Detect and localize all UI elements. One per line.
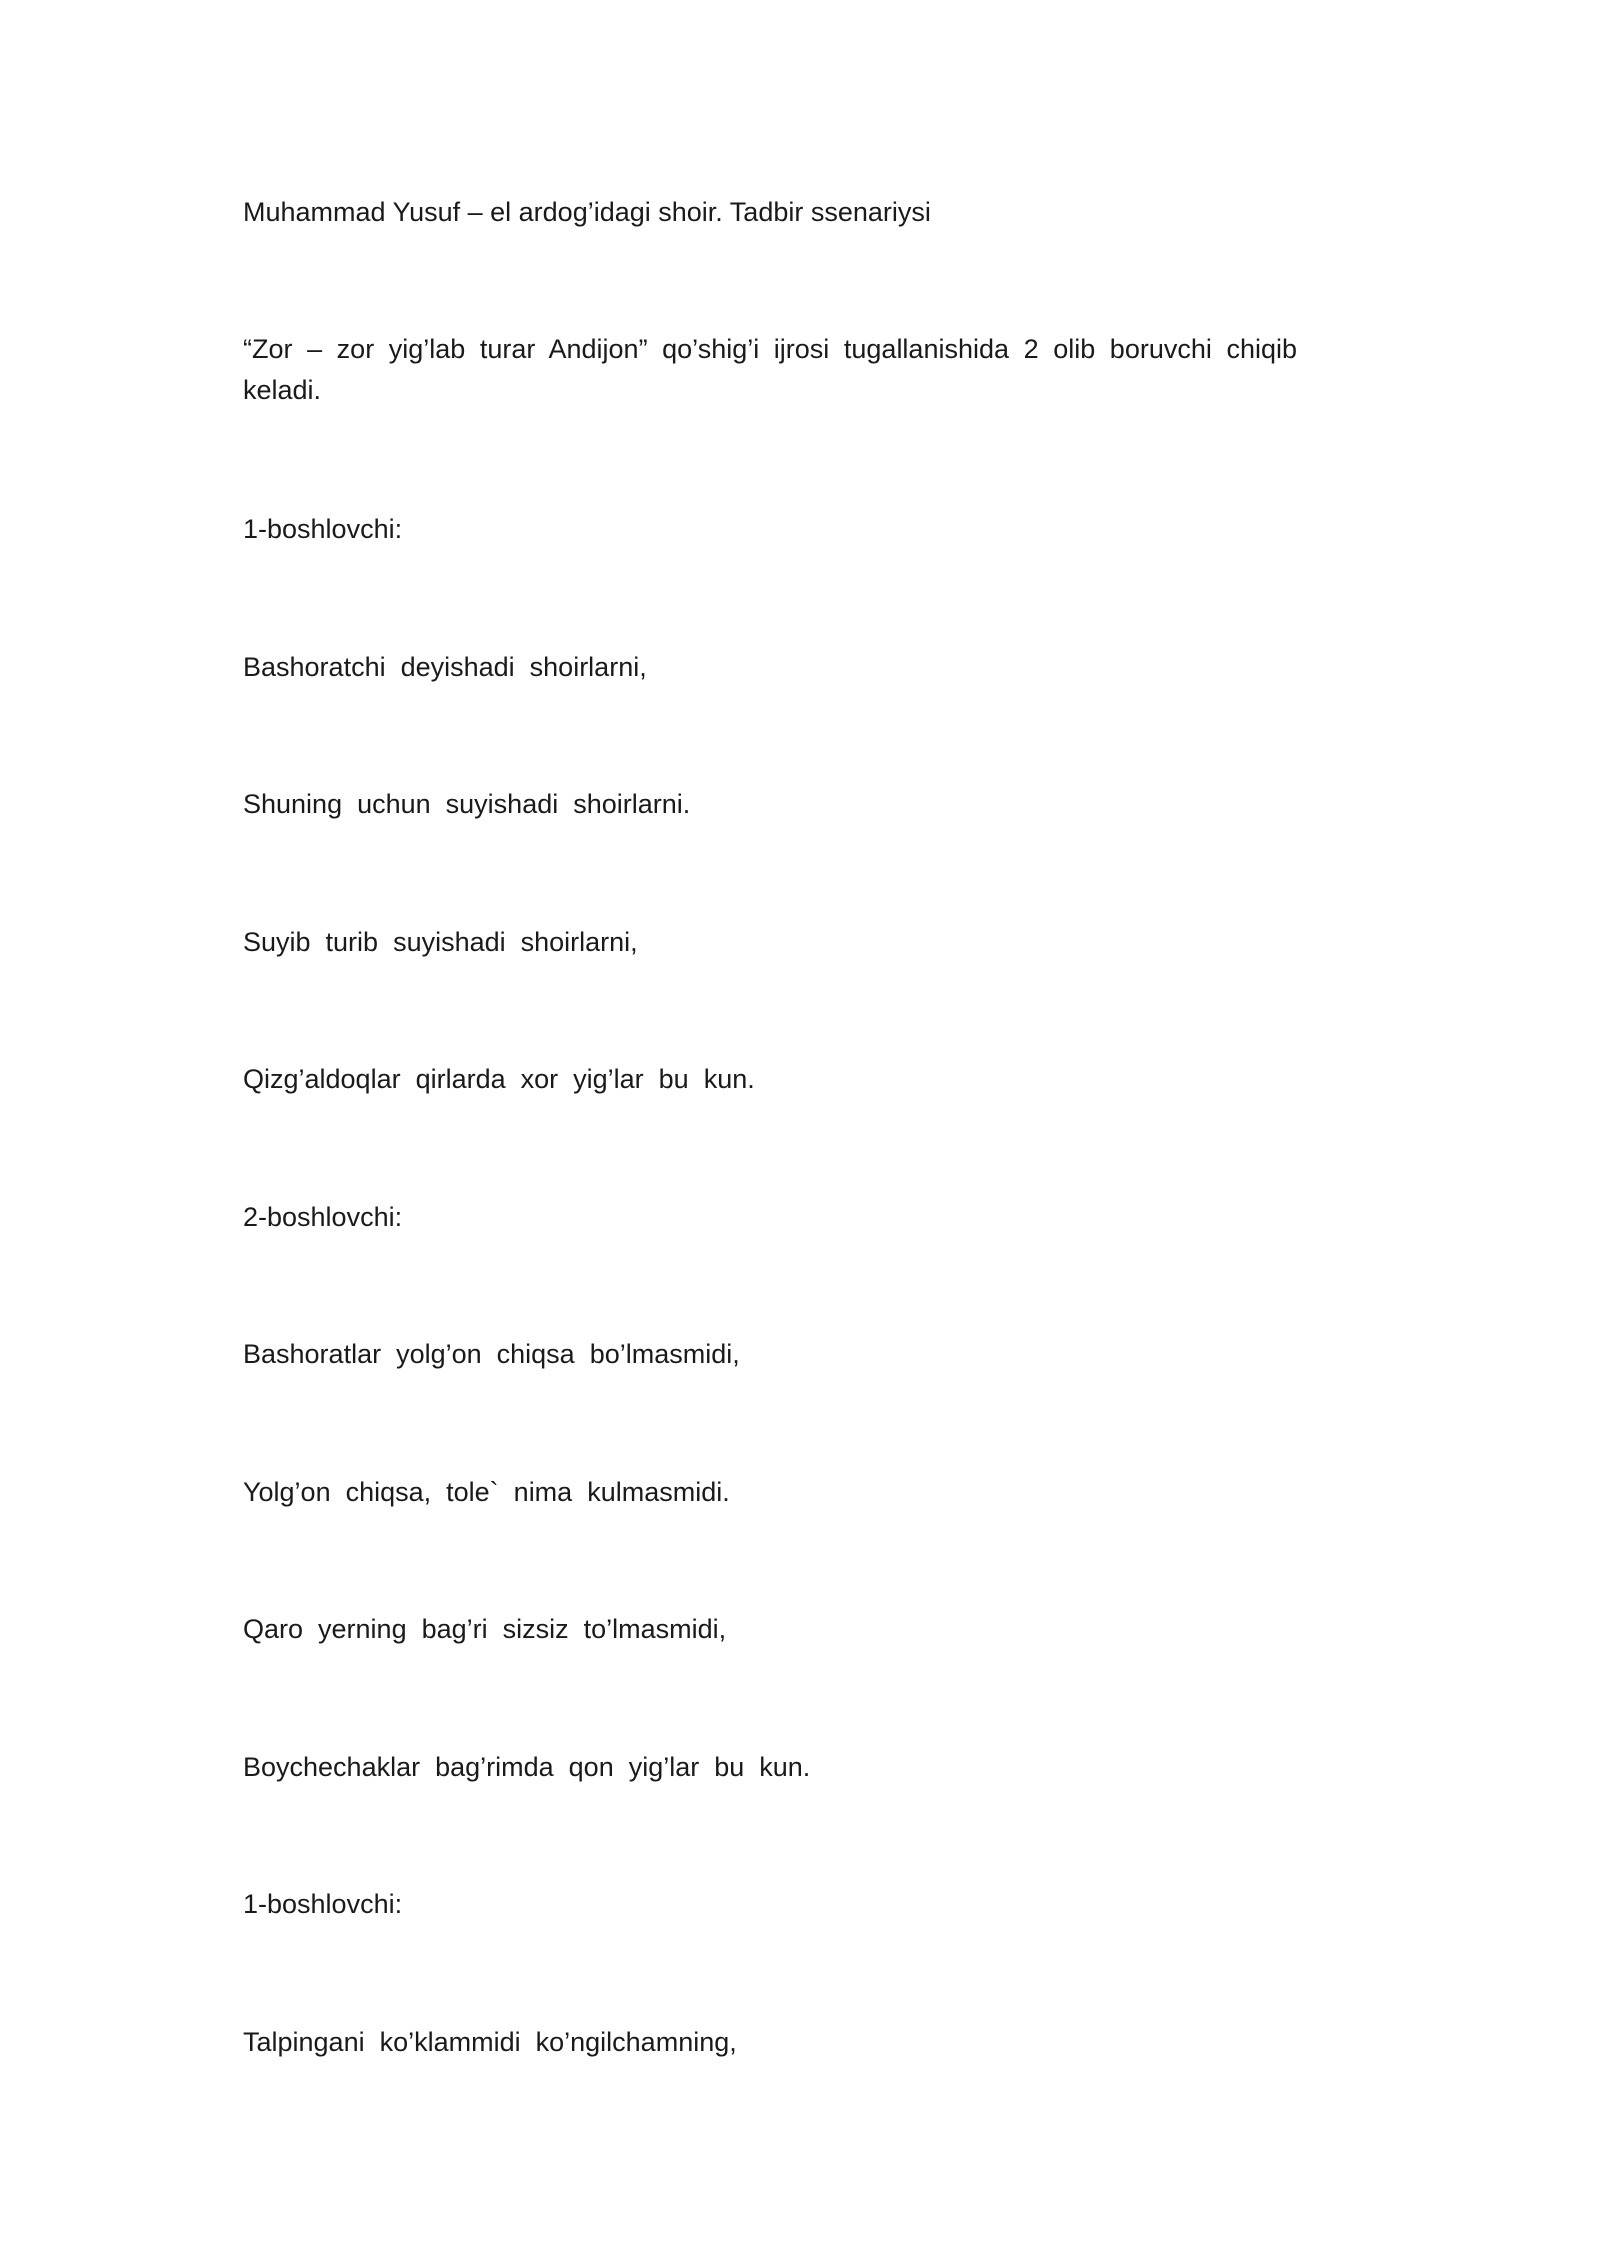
verse-line: Qizg’aldoqlar qirlarda xor yig’lar bu kun. (243, 1064, 755, 1094)
intro-paragraph (243, 329, 1297, 411)
speaker-label: 1-boshlovchi: (243, 1889, 403, 1919)
verse-line: Yolg’on chiqsa, tole` nima kulmasmidi. (243, 1477, 730, 1507)
verse-line: Suyib turib suyishadi shoirlarni, (243, 927, 638, 957)
speaker-label: 2-boshlovchi: (243, 1202, 403, 1232)
verse-line: Shuning uchun suyishadi shoirlarni. (243, 789, 691, 819)
intro-line-2: keladi. (243, 375, 322, 405)
speaker-label: 1-boshlovchi: (243, 514, 403, 544)
intro-line-1: “Zor – zor yig’lab turar Andijon” qo’shig’i ijrosi tugallanishida 2 olib boruvchi chiqib (243, 334, 1297, 364)
verse-line: Bashoratlar yolg’on chiqsa bo’lmasmidi, (243, 1339, 740, 1369)
document-title: Muhammad Yusuf – el ardog’idagi shoir. Tadbir ssenariysi (243, 197, 931, 227)
verse-line: Boychechaklar bag’rimda qon yig’lar bu kun. (243, 1752, 811, 1782)
verse-line: Bashoratchi deyishadi shoirlarni, (243, 652, 647, 682)
verse-line: Talpingani ko’klammidi ko’ngilchamning, (243, 2027, 737, 2057)
verse-line: Qaro yerning bag’ri sizsiz to’lmasmidi, (243, 1614, 727, 1644)
